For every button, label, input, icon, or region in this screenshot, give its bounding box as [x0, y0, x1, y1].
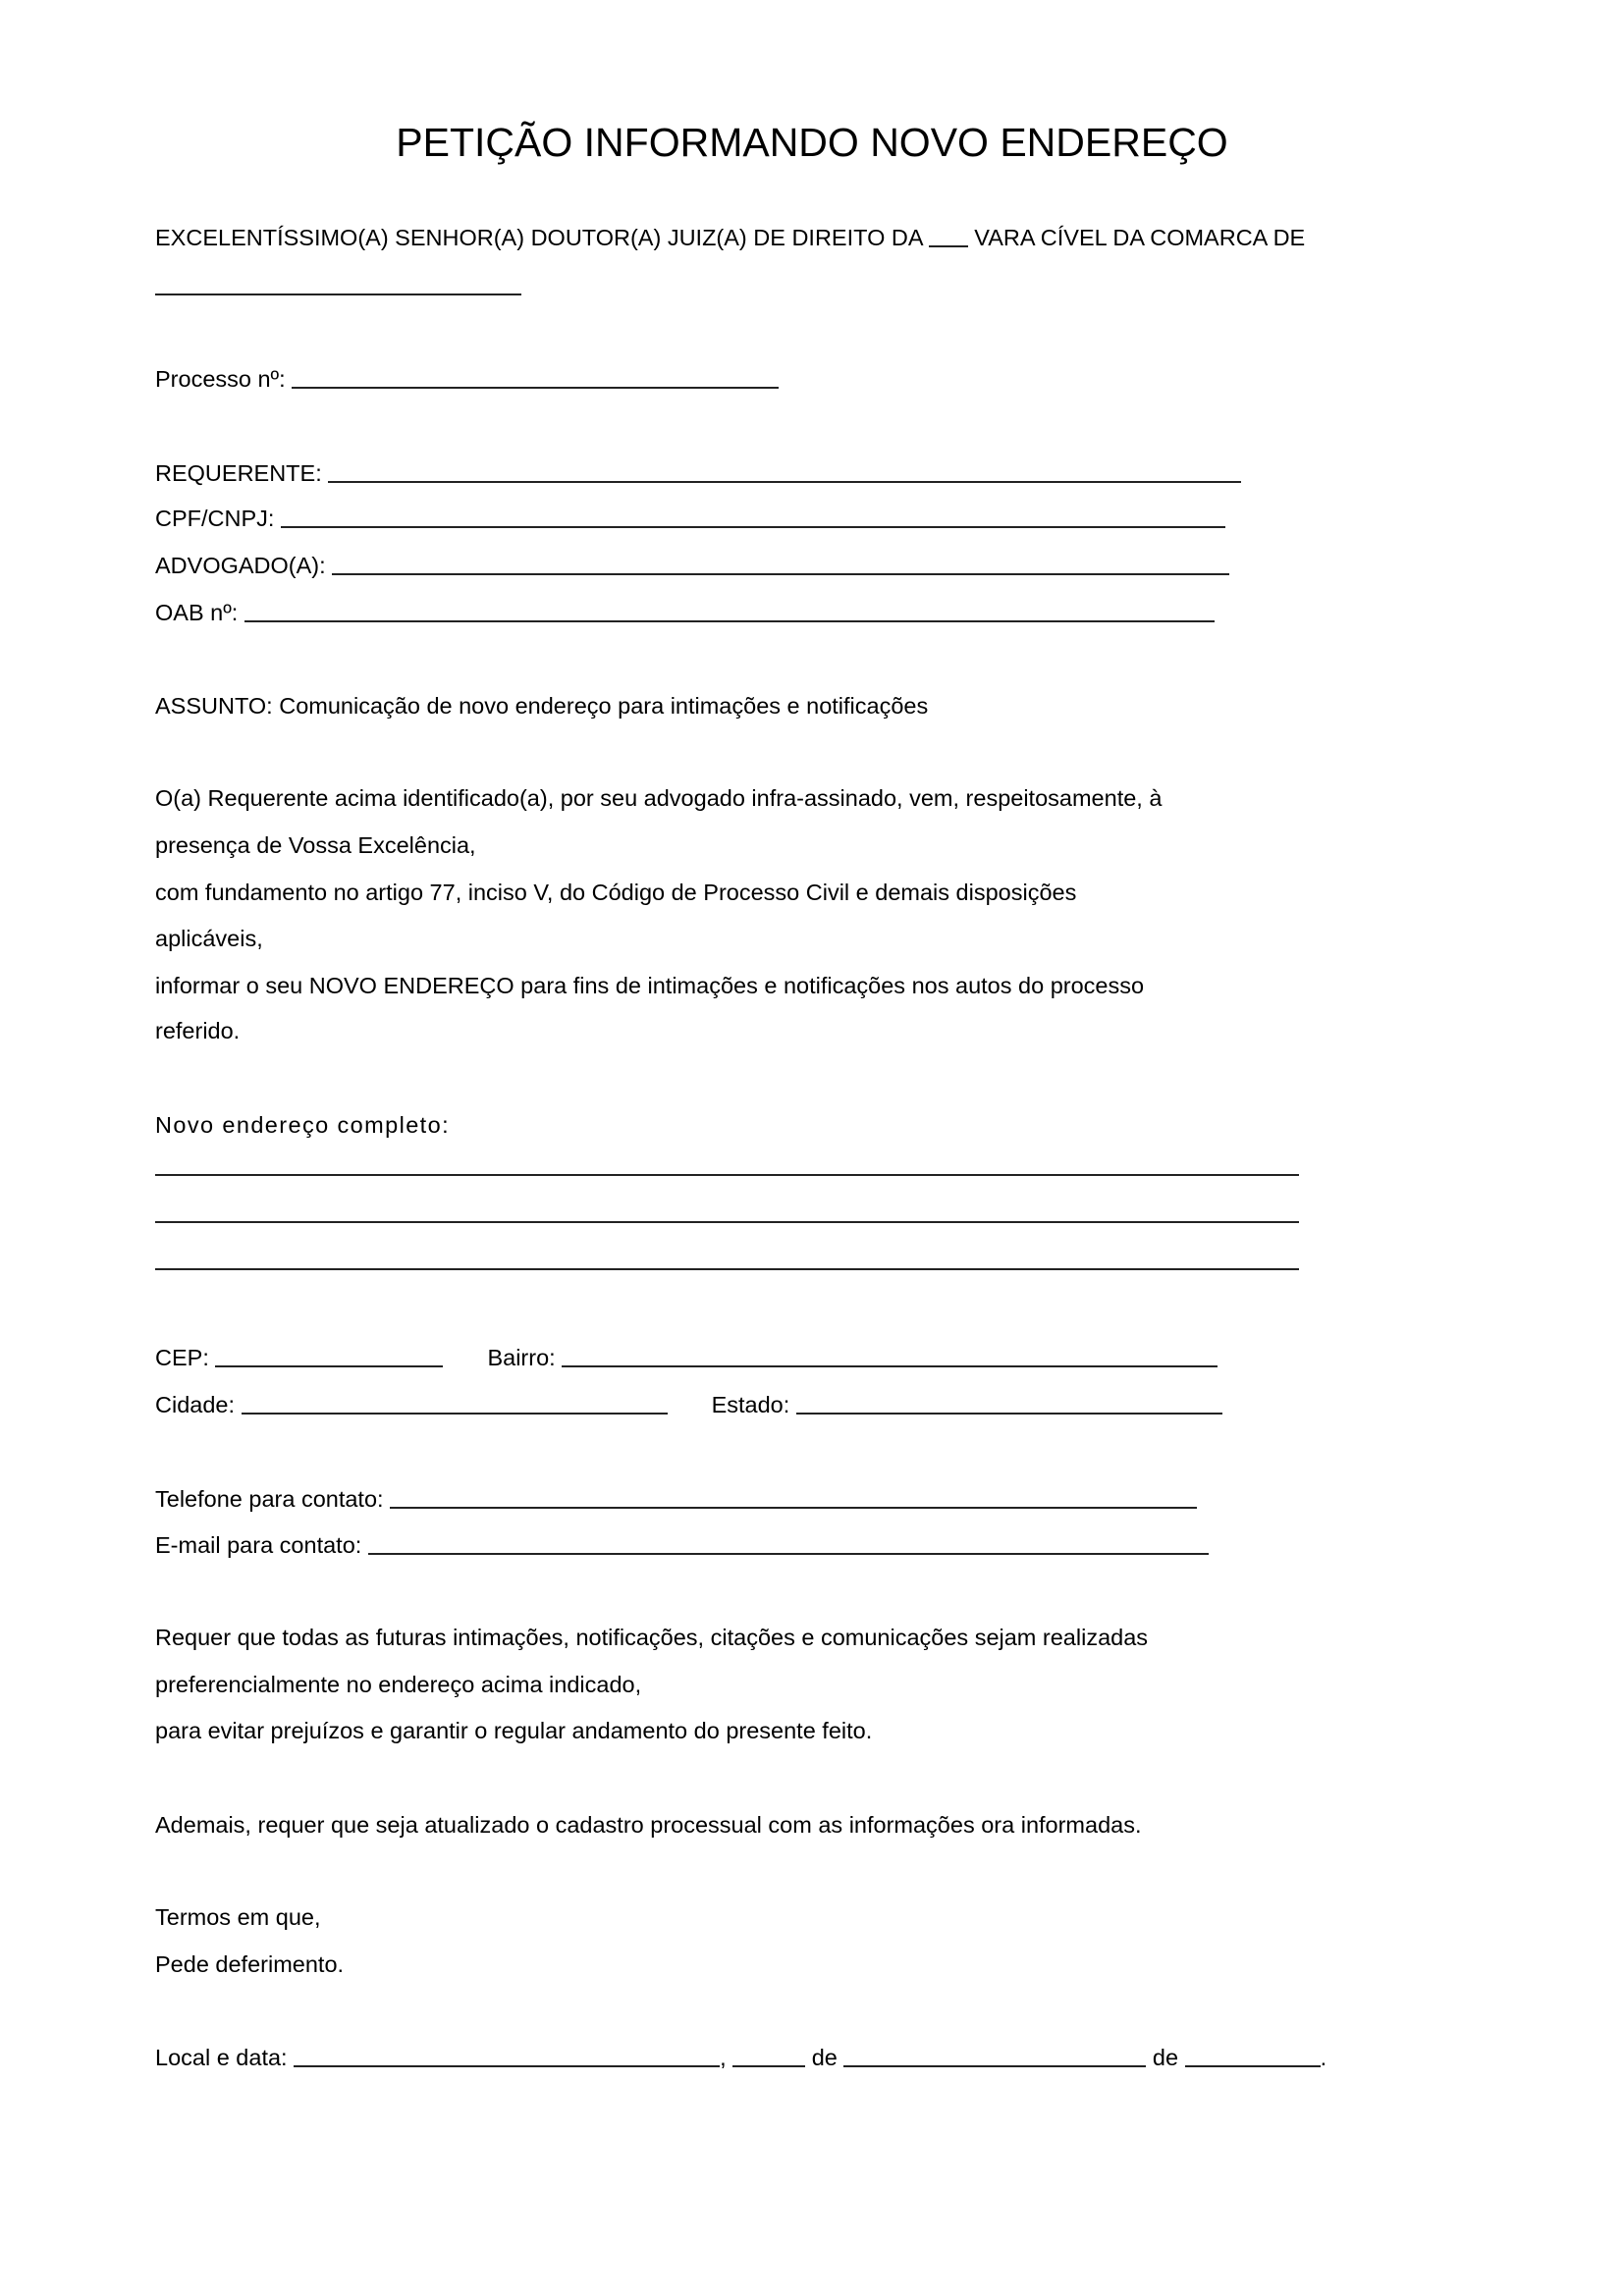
- process-number-label: Processo nº:: [155, 366, 286, 392]
- email-blank[interactable]: [368, 1535, 1209, 1555]
- cidade-estado-row: [155, 1390, 1222, 1419]
- new-address-label: Novo endereço completo:: [155, 1112, 450, 1138]
- cpf-cnpj-blank[interactable]: [281, 508, 1225, 528]
- day-blank[interactable]: [732, 2048, 805, 2067]
- year-blank[interactable]: [1185, 2048, 1321, 2067]
- addressee-line: [155, 223, 1305, 252]
- local-date-field: [155, 2043, 1326, 2072]
- vara-number-blank[interactable]: [929, 228, 968, 247]
- advogado-label: ADVOGADO(A):: [155, 553, 326, 578]
- process-number-blank[interactable]: [292, 369, 779, 389]
- de-text-1: de: [811, 2045, 838, 2070]
- final-period: .: [1320, 2045, 1327, 2070]
- oab-field: [155, 598, 1215, 627]
- document-title: PETIÇÃO INFORMANDO NOVO ENDEREÇO: [396, 120, 1228, 165]
- address-line-2-blank[interactable]: [155, 1221, 1299, 1223]
- local-comma: ,: [720, 2045, 727, 2070]
- month-blank[interactable]: [843, 2048, 1146, 2067]
- address-line-1-blank[interactable]: [155, 1174, 1299, 1176]
- de-text-2: de: [1152, 2045, 1179, 2070]
- cep-label: CEP:: [155, 1345, 209, 1370]
- intro-line: com fundamento no artigo 77, inciso V, do Código de Processo Civil e demais disposições: [155, 880, 1077, 905]
- bairro-blank[interactable]: [562, 1348, 1218, 1367]
- intro-line: informar o seu NOVO ENDEREÇO para fins de intimações e notificações nos autos do processo: [155, 973, 1145, 998]
- local-blank[interactable]: [294, 2048, 720, 2067]
- intro-line: O(a) Requerente acima identificado(a), por seu advogado infra-assinado, vem, respeitosamente, à: [155, 785, 1163, 811]
- intro-line: referido.: [155, 1018, 241, 1043]
- advogado-blank[interactable]: [332, 556, 1229, 575]
- request-line: preferencialmente no endereço acima indicado,: [155, 1672, 642, 1697]
- oab-blank[interactable]: [244, 603, 1215, 622]
- request-line: para evitar prejuízos e garantir o regular andamento do presente feito.: [155, 1718, 873, 1743]
- telefone-field: [155, 1484, 1197, 1514]
- requerente-label: REQUERENTE:: [155, 460, 322, 486]
- estado-label: Estado:: [711, 1392, 790, 1417]
- cidade-blank[interactable]: [242, 1395, 668, 1415]
- bairro-label: Bairro:: [487, 1345, 556, 1370]
- estado-blank[interactable]: [796, 1395, 1222, 1415]
- request-line: Requer que todas as futuras intimações, notificações, citações e comunicações sejam realizadas: [155, 1625, 1149, 1650]
- address-line-3-blank[interactable]: [155, 1268, 1299, 1270]
- oab-label: OAB nº:: [155, 600, 239, 625]
- comarca-blank[interactable]: [155, 294, 521, 295]
- telefone-blank[interactable]: [390, 1489, 1197, 1509]
- process-number-field: [155, 364, 779, 394]
- requerente-blank[interactable]: [328, 463, 1241, 483]
- closing-line: Termos em que,: [155, 1904, 321, 1930]
- closing-line: Pede deferimento.: [155, 1951, 345, 1977]
- email-field: [155, 1530, 1209, 1560]
- email-label: E-mail para contato:: [155, 1532, 362, 1558]
- addressee-prefix: EXCELENTÍSSIMO(A) SENHOR(A) DOUTOR(A) JUIZ(A) DE DIREITO DA: [155, 225, 923, 250]
- advogado-field: [155, 551, 1229, 580]
- cep-bairro-row: [155, 1343, 1218, 1372]
- subject-line: ASSUNTO: Comunicação de novo endereço para intimações e notificações: [155, 693, 929, 719]
- local-date-label: Local e data:: [155, 2045, 288, 2070]
- intro-line: aplicáveis,: [155, 926, 263, 951]
- cep-blank[interactable]: [215, 1348, 443, 1367]
- cpf-cnpj-field: [155, 504, 1225, 533]
- addressee-suffix: VARA CÍVEL DA COMARCA DE: [974, 225, 1306, 250]
- cpf-cnpj-label: CPF/CNPJ:: [155, 506, 275, 531]
- update-request-line: Ademais, requer que seja atualizado o cadastro processual com as informações ora informadas.: [155, 1812, 1142, 1838]
- telefone-label: Telefone para contato:: [155, 1486, 384, 1512]
- cidade-label: Cidade:: [155, 1392, 235, 1417]
- intro-line: presença de Vossa Excelência,: [155, 832, 476, 858]
- requerente-field: [155, 458, 1241, 488]
